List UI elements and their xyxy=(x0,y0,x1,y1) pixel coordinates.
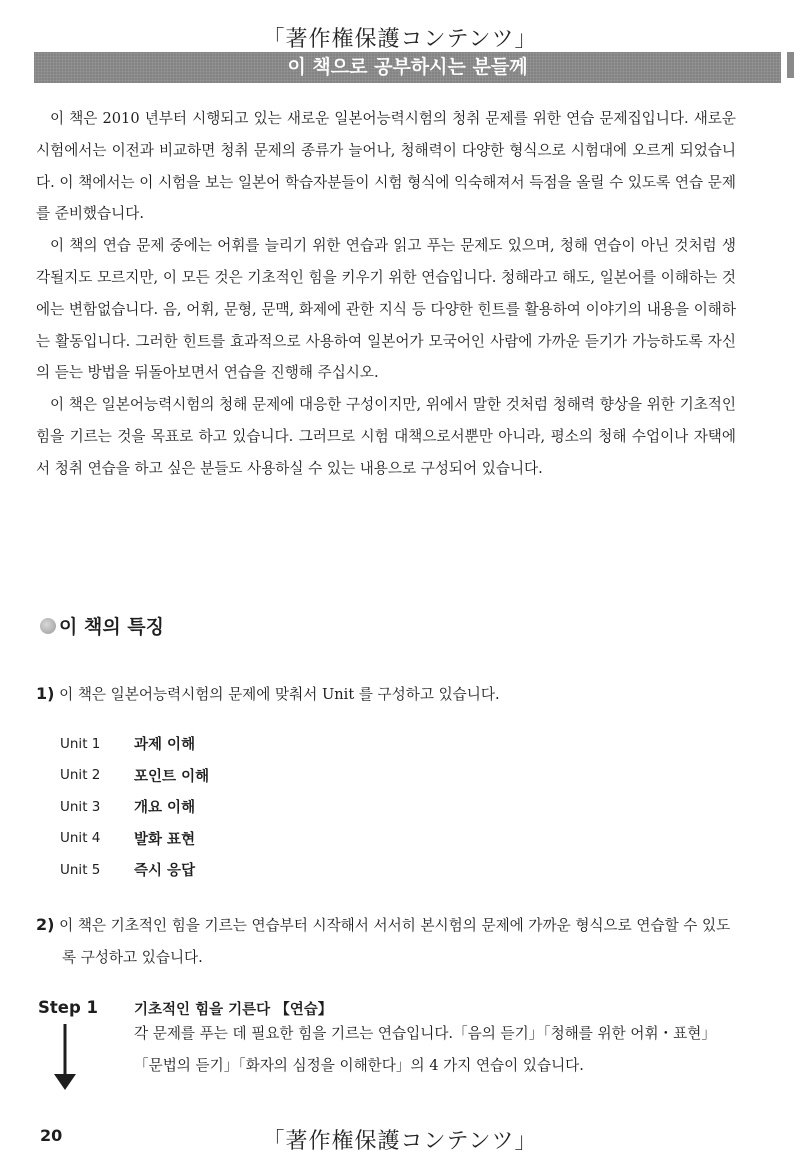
intro-text xyxy=(36,103,736,485)
unit-name: 발화 표현 xyxy=(134,831,196,848)
step-title: 기초적인 힘을 기른다 【연습】 xyxy=(134,1002,333,1018)
unit-name: 과제 이해 xyxy=(134,737,196,754)
feature-item-text: 이 책은 일본어능력시험의 문제에 맞춰서 Unit 를 구성하고 있습니다. xyxy=(54,686,500,703)
feature-item-1 xyxy=(36,678,736,711)
unit-row xyxy=(60,854,209,886)
copyright-watermark-top: 「著作権保護コンテンツ」 xyxy=(262,27,538,52)
features-heading xyxy=(40,612,164,639)
intro-paragraph: 이 책의 연습 문제 중에는 어휘를 늘리기 위한 연습과 읽고 푸는 문제도 있으며, 청해 연습이 아닌 것처럼 생각될지도 모르지만, 이 모든 것은 기초적인 힘을 키우기 위한 연습입니다. 청해라고 해도, 일본어를 이해하는 것에는 변함없습니다. 음, 어휘, 문형, 문맥, 화제에 관한 지식 등 다양한 힌트를 활용하여 이야기의 내용을 이해하는 활동입니다. 그러한 힌트를 효과적으로 사용하여 일본어가 모국어인 사람에 가까운 듣기가 가능하도록 자신의 듣는 방법을 뒤돌아보면서 연습을 진행해 주십시오. xyxy=(36,237,736,382)
unit-name: 개요 이해 xyxy=(134,800,196,817)
unit-row xyxy=(60,823,209,855)
feature-item-text: 이 책은 기초적인 힘을 기르는 연습부터 시작해서 서서히 본시험의 문제에 가까운 형식으로 연습할 수 있도록 구성하고 있습니다. xyxy=(54,917,731,966)
copyright-watermark-bottom: 「著作権保護コンテンツ」 xyxy=(262,1129,538,1154)
unit-label: Unit 4 xyxy=(60,830,101,847)
unit-name: 즉시 응답 xyxy=(134,863,196,880)
unit-label: Unit 1 xyxy=(60,735,101,752)
step-label: Step 1 xyxy=(38,998,98,1017)
section-header-bar: 이 책으로 공부하시는 분들께 xyxy=(34,52,781,83)
unit-row xyxy=(60,760,209,792)
unit-row xyxy=(60,791,209,823)
step-description: 각 문제를 푸는 데 필요한 힘을 기르는 연습입니다.「음의 듣기」「청해를 위한 어휘・표현」「문법의 듣기」「화자의 심정을 이해한다」의 4 가지 연습이 있습니다. xyxy=(134,1025,716,1074)
bullet-circle-icon xyxy=(40,618,56,634)
intro-paragraph: 이 책은 일본어능력시험의 청해 문제에 대응한 구성이지만, 위에서 말한 것처럼 청해력 향상을 위한 기초적인 힘을 기르는 것을 목표로 하고 있습니다. 그러므로 시험 대책으로서뿐만 아니라, 평소의 청해 수업이나 자택에서 청취 연습을 하고 싶은 분들도 사용하실 수 있는 내용으로 구성되어 있습니다. xyxy=(36,396,736,477)
unit-label: Unit 3 xyxy=(60,798,101,815)
unit-name: 포인트 이해 xyxy=(134,768,210,785)
feature-item-number: 2) xyxy=(36,915,55,934)
feature-item-2 xyxy=(36,909,742,974)
unit-label: Unit 5 xyxy=(60,861,101,878)
features-heading-text: 이 책의 특징 xyxy=(59,616,164,638)
unit-list xyxy=(60,728,209,886)
page-number: 20 xyxy=(40,1126,63,1145)
page-edge-tab xyxy=(787,52,794,78)
down-arrow-icon xyxy=(54,1024,76,1090)
intro-paragraph: 이 책은 2010 년부터 시행되고 있는 새로운 일본어능력시험의 청취 문제를 위한 연습 문제집입니다. 새로운 시험에서는 이전과 비교하면 청취 문제의 종류가 늘어나, 청해력이 다양한 형식으로 시험대에 오르게 되었습니다. 이 책에서는 이 시험을 보는 일본어 학습자분들이 시험 형식에 익숙해져서 득점을 올릴 수 있도록 연습 문제를 준비했습니다. xyxy=(36,110,736,223)
unit-label: Unit 2 xyxy=(60,767,101,784)
unit-row xyxy=(60,728,209,760)
feature-item-number: 1) xyxy=(36,684,55,703)
